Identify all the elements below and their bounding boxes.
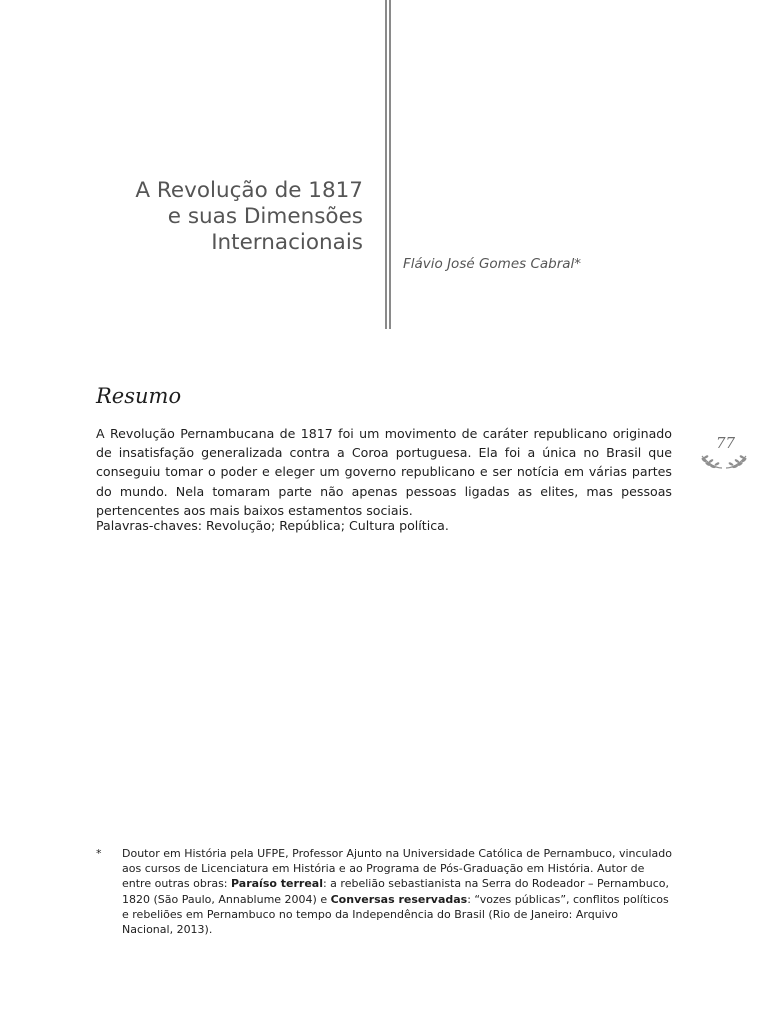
title-line-2: e suas Dimensões [167,204,363,229]
footnote-book-title-2: Conversas reservadas [330,892,468,906]
divider-line-left [385,0,387,329]
footnote-text-part-2: : a rebelião sebastianista na Serra do Rodeador – Pernambuco, 1820 (São Paulo, Annablume 2004) e [122,877,670,906]
abstract-body: A Revolução Pernambucana de 1817 foi um movimento de caráter republicano originado de insatisfação generalizada contra a Coroa portuguesa. Ela foi a única no Brasil que conseguiu tomar o poder e eleger um governo republicano e ser notícia em várias partes do mundo. Nela tomaram parte não apenas pessoas ligadas as elites, mas pessoas pertencentes aos mais baixos estamentos sociais. [96,426,672,518]
abstract-heading: Resumo [96,384,182,408]
title-line-1: A Revolução de 1817 [135,178,363,203]
page-number: 77 [716,434,736,452]
article-title [135,178,363,256]
author-name: Flávio José Gomes Cabral* [403,256,582,272]
footnote-text-part-1: Doutor em História pela UFPE, Professor Ajunto na Universidade Católica de Pernambuco, vinculado aos cursos de Licenciatura em História e ao Programa de Pós-Graduação em História. Autor de entre outras obras: [122,847,673,891]
divider-line-right [389,0,391,329]
keywords: Palavras-chaves: Revolução; República; Cultura política. [96,518,449,533]
title-line-3: Internacionais [211,230,363,255]
footnote-marker: * [96,847,102,860]
footnote-book-title-1: Paraíso terreal [231,877,323,891]
footnote-text-part-3: : “vozes públicas”, conflitos políticos e rebeliões em Pernambuco no tempo da Independência do Brasil (Rio de Janeiro: Arquivo Nacional, 2013). [122,892,669,937]
laurel-icon [698,452,750,472]
footnote-text [122,846,672,937]
